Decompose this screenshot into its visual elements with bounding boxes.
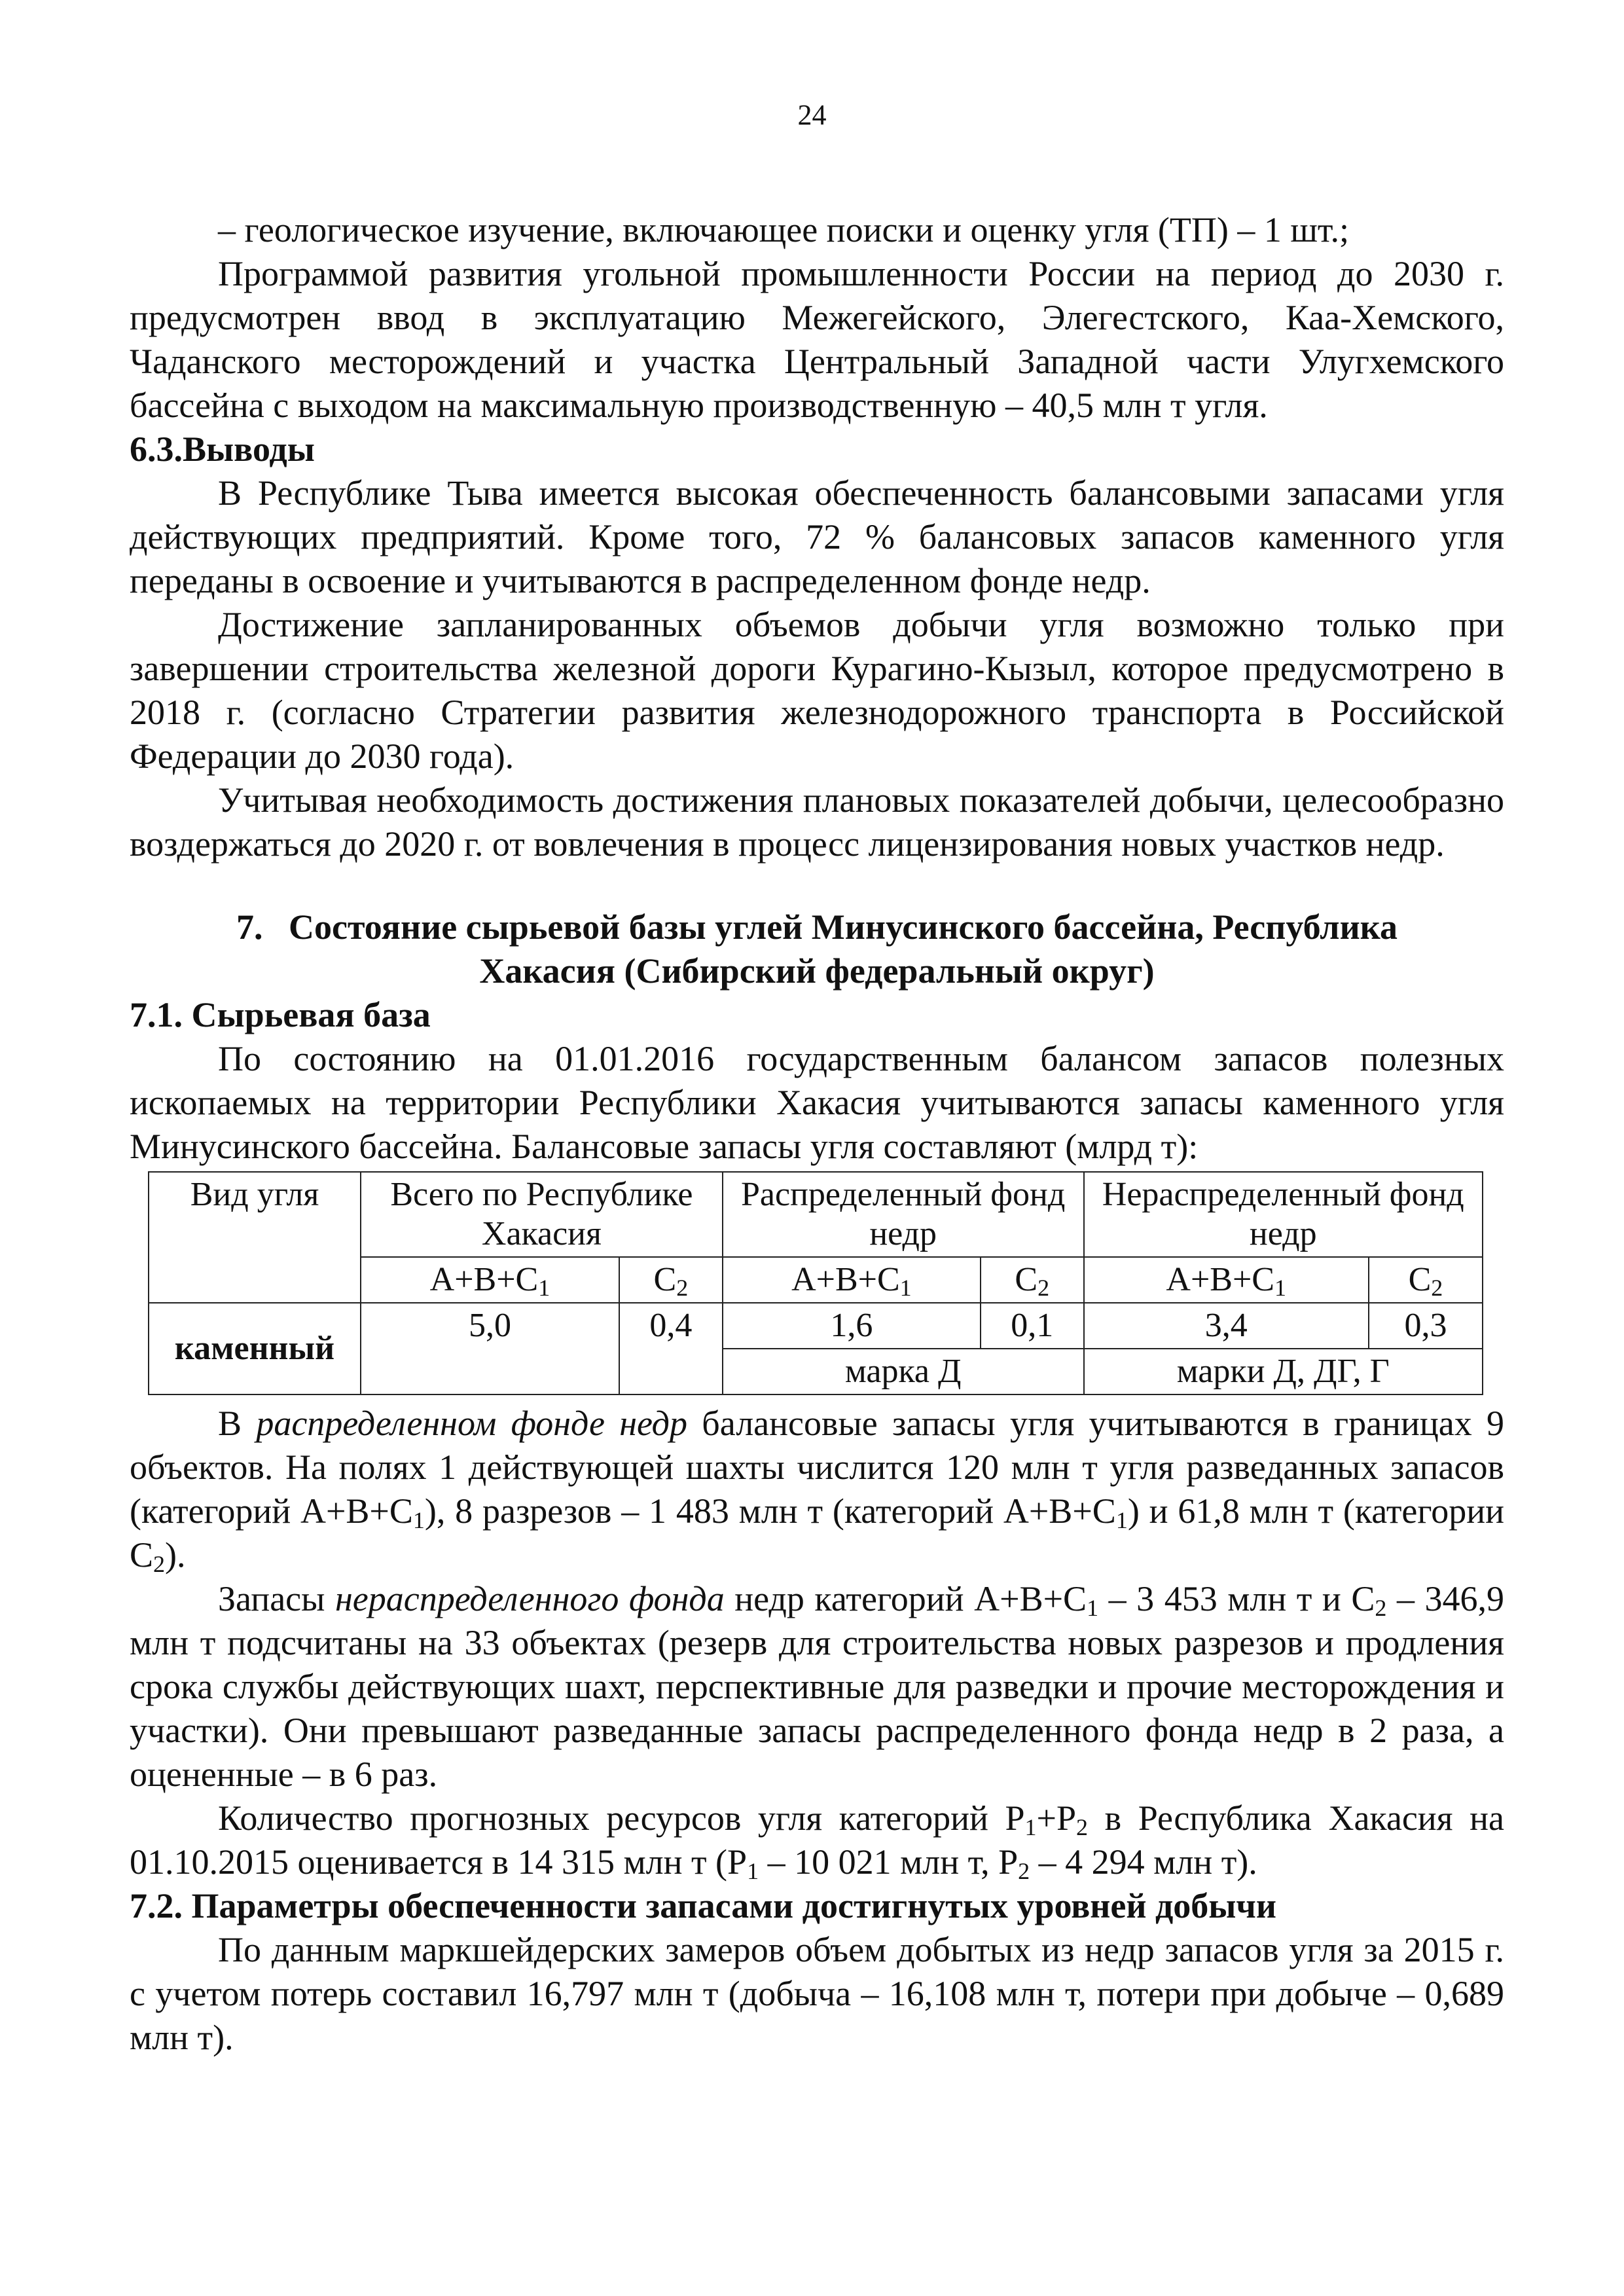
cell-total-abc: 5,0	[361, 1303, 619, 1394]
section-7-number: 7.	[236, 907, 263, 947]
cell-total-c2: 0,4	[619, 1303, 723, 1394]
paragraph-licensing: Учитывая необходимость достижения плановых показателей добычи, целесообразно воздержаться до 2020 г. от вовлечения в процесс лицензирования новых участков недр.	[130, 780, 1504, 864]
table-header-row	[149, 1172, 1483, 1257]
cell-undist-c2: 0,3	[1369, 1303, 1483, 1349]
cell-dist-abc: 1,6	[723, 1303, 981, 1349]
paragraph-forecast-resources: Количество прогнозных ресурсов угля категорий $Р_1+Р_2$ в Республика Хакасия на 01.10.2015 оценивается в 14 315 млн т ($Р_1 - 10$ 021 млн т, $Р_2 - 4$ 294 млн т).	[130, 1798, 1504, 1884]
cell-dist-grade: марка Д	[723, 1349, 1084, 1394]
paragraph-geological-study: – геологическое изучение, включающее поиски и оценку угля (ТП) – 1 шт.;	[218, 210, 1349, 249]
section-7-heading	[130, 905, 1504, 993]
header-coal-type: Вид угля	[149, 1172, 361, 1303]
section-6-3-heading: 6.3.Выводы	[130, 429, 315, 469]
cat-total-c2: $С_2$	[619, 1257, 723, 1303]
table-row-hard-coal	[149, 1303, 1483, 1349]
cat-undist-c2: $С_2$	[1369, 1257, 1483, 1303]
section-7-title-line2: Хакасия (Сибирский федеральный округ)	[479, 951, 1155, 991]
cat-dist-c2: $С_2$	[981, 1257, 1084, 1303]
cell-dist-c2: 0,1	[981, 1303, 1084, 1349]
cell-undist-grade: марки Д, ДГ, Г	[1084, 1349, 1483, 1394]
paragraph-railway: Достижение запланированных объемов добычи угля возможно только при завершении строительства железной дороги Курагино-Кызыл, которое предусмотрено в 2018 г. (согласно Стратегии развития железнодорожного транспорта в Российской Федерации до 2030 года).	[130, 605, 1504, 776]
section-7-1-heading: 7.1. Сырьевая база	[130, 995, 431, 1034]
header-undistributed: Нераспределенный фонд недр	[1084, 1172, 1483, 1257]
header-total: Всего по Республике Хакасия	[361, 1172, 723, 1257]
paragraph-tyva-reserves: В Республике Тыва имеется высокая обеспеченность балансовыми запасами угля действующих предприятий. Кроме того, 72 % балансовых запасов каменного угля переданы в освоение и учитываются в распределенном фонде недр.	[130, 473, 1504, 600]
reserves-table	[148, 1171, 1483, 1395]
paragraph-undistributed-fund: Запасы нераспределенного фонда недр категорий $А+В+С_1 - 3$ 453 млн т и $С_2 - 346,9$ млн т подсчитаны на 33 объектах (резерв для строительства новых разрезов и продления срока службы действующих шахт, перспективные для разведки и прочие месторождения и участки). Они превышают разведанные запасы распределенного фонда недр в 2 раза, а оцененные – в 6 раз.	[130, 1579, 1504, 1794]
header-distributed: Распределенный фонд недр	[723, 1172, 1084, 1257]
paragraph-coal-program: Программой развития угольной промышленности России на период до 2030 г. предусмотрен ввод в эксплуатацию Межегейского, Элегестского, Каа-Хемского, Чаданского месторождений и участка Центральный Западной части Улугхемского бассейна с выходом на максимальную производственную – 40,5 млн т угля.	[130, 254, 1504, 425]
cat-undist-abc: $А+В+С_1$	[1084, 1257, 1369, 1303]
row-label-hard-coal: каменный	[149, 1303, 361, 1394]
section-7-title-line1: Состояние сырьевой базы углей Минусинского бассейна, Республика	[289, 907, 1398, 947]
paragraph-balance-state: По состоянию на 01.01.2016 государственным балансом запасов полезных ископаемых на территории Республики Хакасия учитываются запасы каменного угля Минусинского бассейна. Балансовые запасы угля составляют (млрд т):	[130, 1039, 1504, 1166]
cell-undist-abc: 3,4	[1084, 1303, 1369, 1349]
cat-dist-abc: $А+В+С_1$	[723, 1257, 981, 1303]
cat-total-abc: $А+В+С_1$	[361, 1257, 619, 1303]
document-body	[130, 208, 1504, 2060]
section-7-2-heading: 7.2. Параметры обеспеченности запасами достигнутых уровней добычи	[130, 1886, 1276, 1925]
paragraph-survey-data: По данным маркшейдерских замеров объем добытых из недр запасов угля за 2015 г. с учетом потерь составил 16,797 млн т (добыча – 16,108 млн т, потери при добыче – 0,689 млн т).	[130, 1930, 1504, 2057]
paragraph-distributed-fund: В распределенном фонде недр балансовые запасы угля учитываются в границах 9 объектов. На полях 1 действующей шахты числится 120 млн т угля разведанных запасов (категорий $А+В+С_1$), 8 разрезов – 1 483 млн т (категорий $А+В+С_1$) и 61,8 млн т (категории $С_2$).	[130, 1404, 1504, 1577]
page-number: 24	[797, 99, 827, 131]
